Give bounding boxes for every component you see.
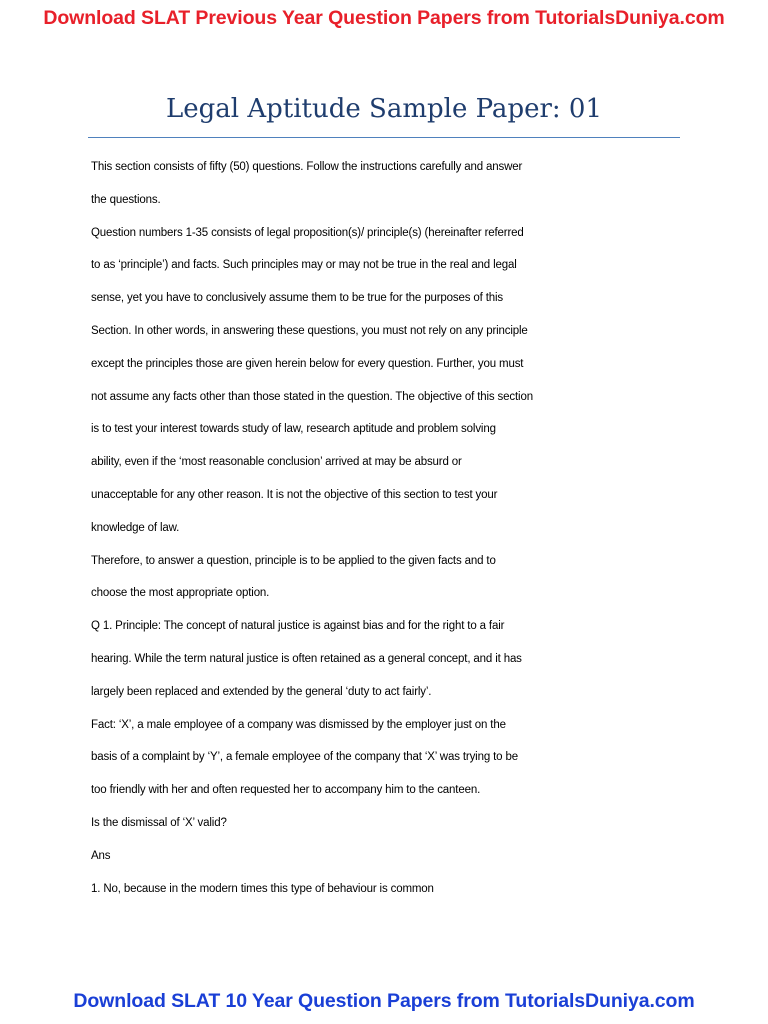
document-body — [91, 153, 691, 907]
header-download-banner[interactable]: Download SLAT Previous Year Question Papers from TutorialsDuniya.com — [43, 7, 725, 29]
body-line: except the principles those are given herein below for every question. Further, you must — [91, 357, 524, 370]
body-line: the questions. — [91, 193, 161, 206]
question-line: basis of a complaint by ‘Y’, a female employee of the company that ‘X’ was trying to be — [91, 751, 518, 764]
body-line: choose the most appropriate option. — [91, 587, 270, 600]
body-line: Question numbers 1-35 consists of legal proposition(s)/ principle(s) (hereinafter referred — [91, 226, 524, 239]
question-line: hearing. While the term natural justice is often retained as a general concept, and it has — [91, 652, 522, 665]
body-line: not assume any facts other than those stated in the question. The objective of this section — [91, 390, 533, 403]
footer-download-banner[interactable]: Download SLAT 10 Year Question Papers from TutorialsDuniya.com — [73, 990, 695, 1012]
question-line: largely been replaced and extended by the general ‘duty to act fairly’. — [91, 685, 432, 698]
body-line: to as ‘principle’) and facts. Such principles may or may not be true in the real and legal — [91, 259, 517, 272]
body-line: knowledge of law. — [91, 521, 180, 534]
body-line: Section. In other words, in answering these questions, you must not rely on any principle — [91, 324, 528, 337]
question-line: Fact: ‘X’, a male employee of a company was dismissed by the employer just on the — [91, 718, 506, 731]
title-divider — [88, 137, 680, 138]
question-line: too friendly with her and often requested her to accompany him to the canteen. — [91, 784, 481, 797]
question-line: Q 1. Principle: The concept of natural justice is against bias and for the right to a fair — [91, 620, 505, 633]
body-line: This section consists of fifty (50) questions. Follow the instructions carefully and answer — [91, 161, 523, 173]
body-line: sense, yet you have to conclusively assume them to be true for the purposes of this — [91, 292, 504, 305]
body-line: Therefore, to answer a question, principle is to be applied to the given facts and to — [91, 554, 496, 567]
page-title: Legal Aptitude Sample Paper: 01 — [165, 94, 603, 124]
body-line: is to test your interest towards study of law, research aptitude and problem solving — [91, 423, 496, 436]
body-line: unacceptable for any other reason. It is not the objective of this section to test your — [91, 488, 498, 501]
answer-label: Ans — [91, 849, 111, 862]
body-line: ability, even if the ‘most reasonable conclusion’ arrived at may be absurd or — [91, 456, 462, 469]
question-line: Is the dismissal of ‘X’ valid? — [91, 816, 227, 829]
answer-option: 1. No, because in the modern times this type of behaviour is common — [91, 882, 434, 895]
